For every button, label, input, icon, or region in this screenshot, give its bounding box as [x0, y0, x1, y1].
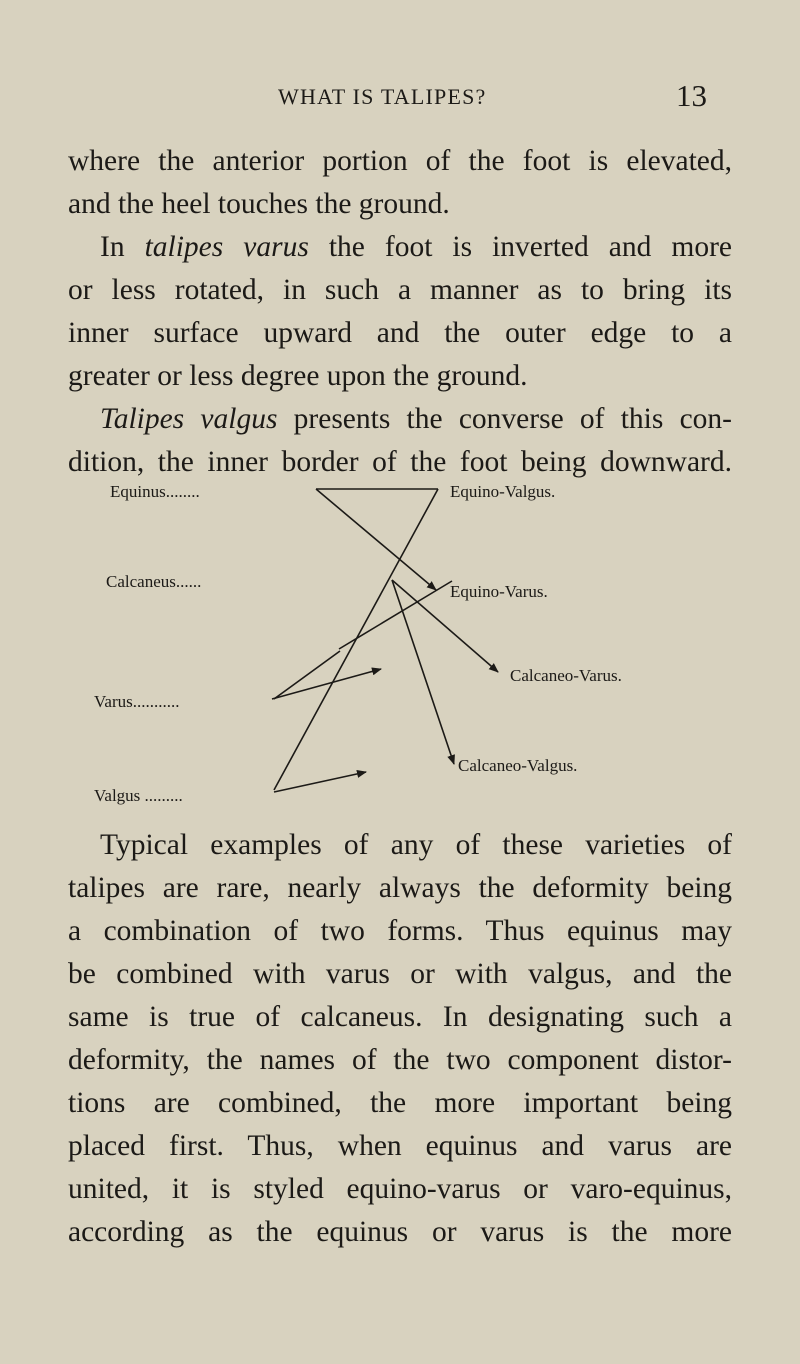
talipes-combination-diagram [94, 368, 716, 805]
label-equinus: Equinus........ [110, 482, 200, 501]
running-title: WHAT IS TALIPES? [278, 84, 487, 109]
connector-equinus-to-equino-varus [316, 489, 436, 590]
text-line: a combination of two forms. Thus equinus may [68, 915, 732, 947]
text-line: dition, the inner border of the foot being downward. [68, 446, 732, 478]
paragraph-bottom [68, 824, 732, 1254]
text-line: same is true of calcaneus. In designating such a [68, 1001, 732, 1033]
label-equino-valgus: Equino-Valgus. [450, 482, 556, 501]
text-line: united, it is styled equino-varus or varo-equinus, [68, 1173, 732, 1205]
text-line: In talipes varus the foot is inverted and more [100, 231, 732, 263]
text-line: or less rotated, in such a manner as to bring its [68, 274, 732, 306]
term-talipes-valgus: Talipes valgus [100, 403, 278, 435]
page-number: 13 [676, 78, 707, 113]
text-line: greater or less degree upon the ground. [68, 360, 528, 392]
connector-valgus-to-calcaneo-valgus [274, 772, 366, 792]
connector-varus-diag [274, 651, 340, 699]
text-line: be combined with varus or with valgus, and the [68, 958, 732, 990]
text-line: according as the equinus or varus is the more [68, 1216, 732, 1248]
text-line: and the heel touches the ground. [68, 188, 450, 220]
text-line: placed first. Thus, when equinus and varus are [68, 1130, 732, 1162]
text-line: tions are combined, the more important being [68, 1087, 732, 1119]
label-valgus: Valgus ......... [94, 786, 183, 805]
text-line: talipes are rare, nearly always the deformity being [68, 872, 732, 904]
text-line: inner surface upward and the outer edge to a [68, 317, 732, 349]
label-varus: Varus........... [94, 692, 180, 711]
label-calcaneus: Calcaneus...... [106, 572, 202, 591]
text-line: Talipes valgus presents the converse of this con- [100, 403, 732, 435]
label-calcaneo-varus: Calcaneo-Varus. [510, 666, 622, 685]
label-calcaneo-valgus: Calcaneo-Valgus. [458, 756, 578, 775]
page-header [0, 76, 800, 116]
term-talipes-varus: talipes varus [144, 231, 309, 263]
label-equino-varus: Equino-Varus. [450, 582, 548, 601]
text-line: Typical examples of any of these varieties of [100, 829, 732, 861]
text-line: deformity, the names of the two component distor- [68, 1044, 732, 1076]
text-line: where the anterior portion of the foot is elevated, [68, 145, 732, 177]
